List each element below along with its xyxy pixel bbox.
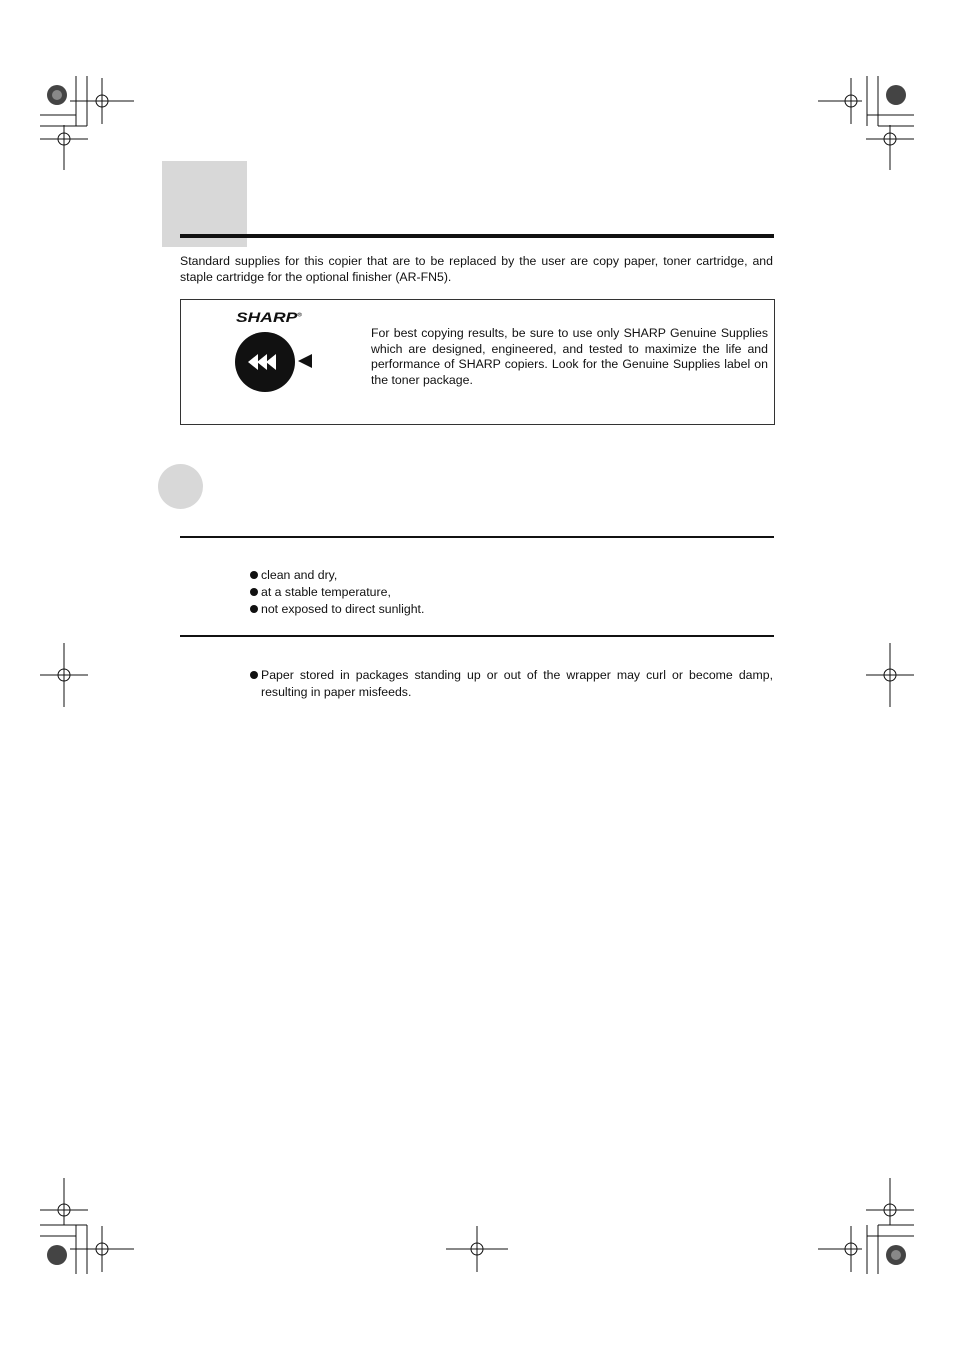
- heading-rule: [180, 234, 774, 238]
- sharp-logo: SHARP®: [236, 309, 302, 325]
- storage-warning: [250, 667, 773, 701]
- section-circle-marker: [158, 464, 203, 509]
- pointer-arrow-icon: [298, 354, 312, 368]
- section-rule-2: [180, 635, 774, 637]
- list-item: clean and dry,: [250, 567, 424, 584]
- list-item: Paper stored in packages standing up or out of the wrapper may curl or become damp, resulting in paper misfeeds.: [250, 667, 773, 701]
- intro-paragraph: Standard supplies for this copier that are to be replaced by the user are copy paper, toner cartridge, and staple cartridge for the optional finisher (AR-FN5).: [180, 254, 773, 284]
- genuine-supplies-icon: [235, 332, 295, 392]
- list-item: at a stable temperature,: [250, 584, 424, 601]
- list-item: not exposed to direct sunlight.: [250, 601, 424, 618]
- note-text: For best copying results, be sure to use only SHARP Genuine Supplies which are designed, engineered, and tested to maximize the life and performance of SHARP copiers. Look for the Genuine Supplies label on the toner package.: [371, 326, 768, 387]
- storage-conditions-list: [250, 567, 424, 618]
- section-rule-1: [180, 536, 774, 538]
